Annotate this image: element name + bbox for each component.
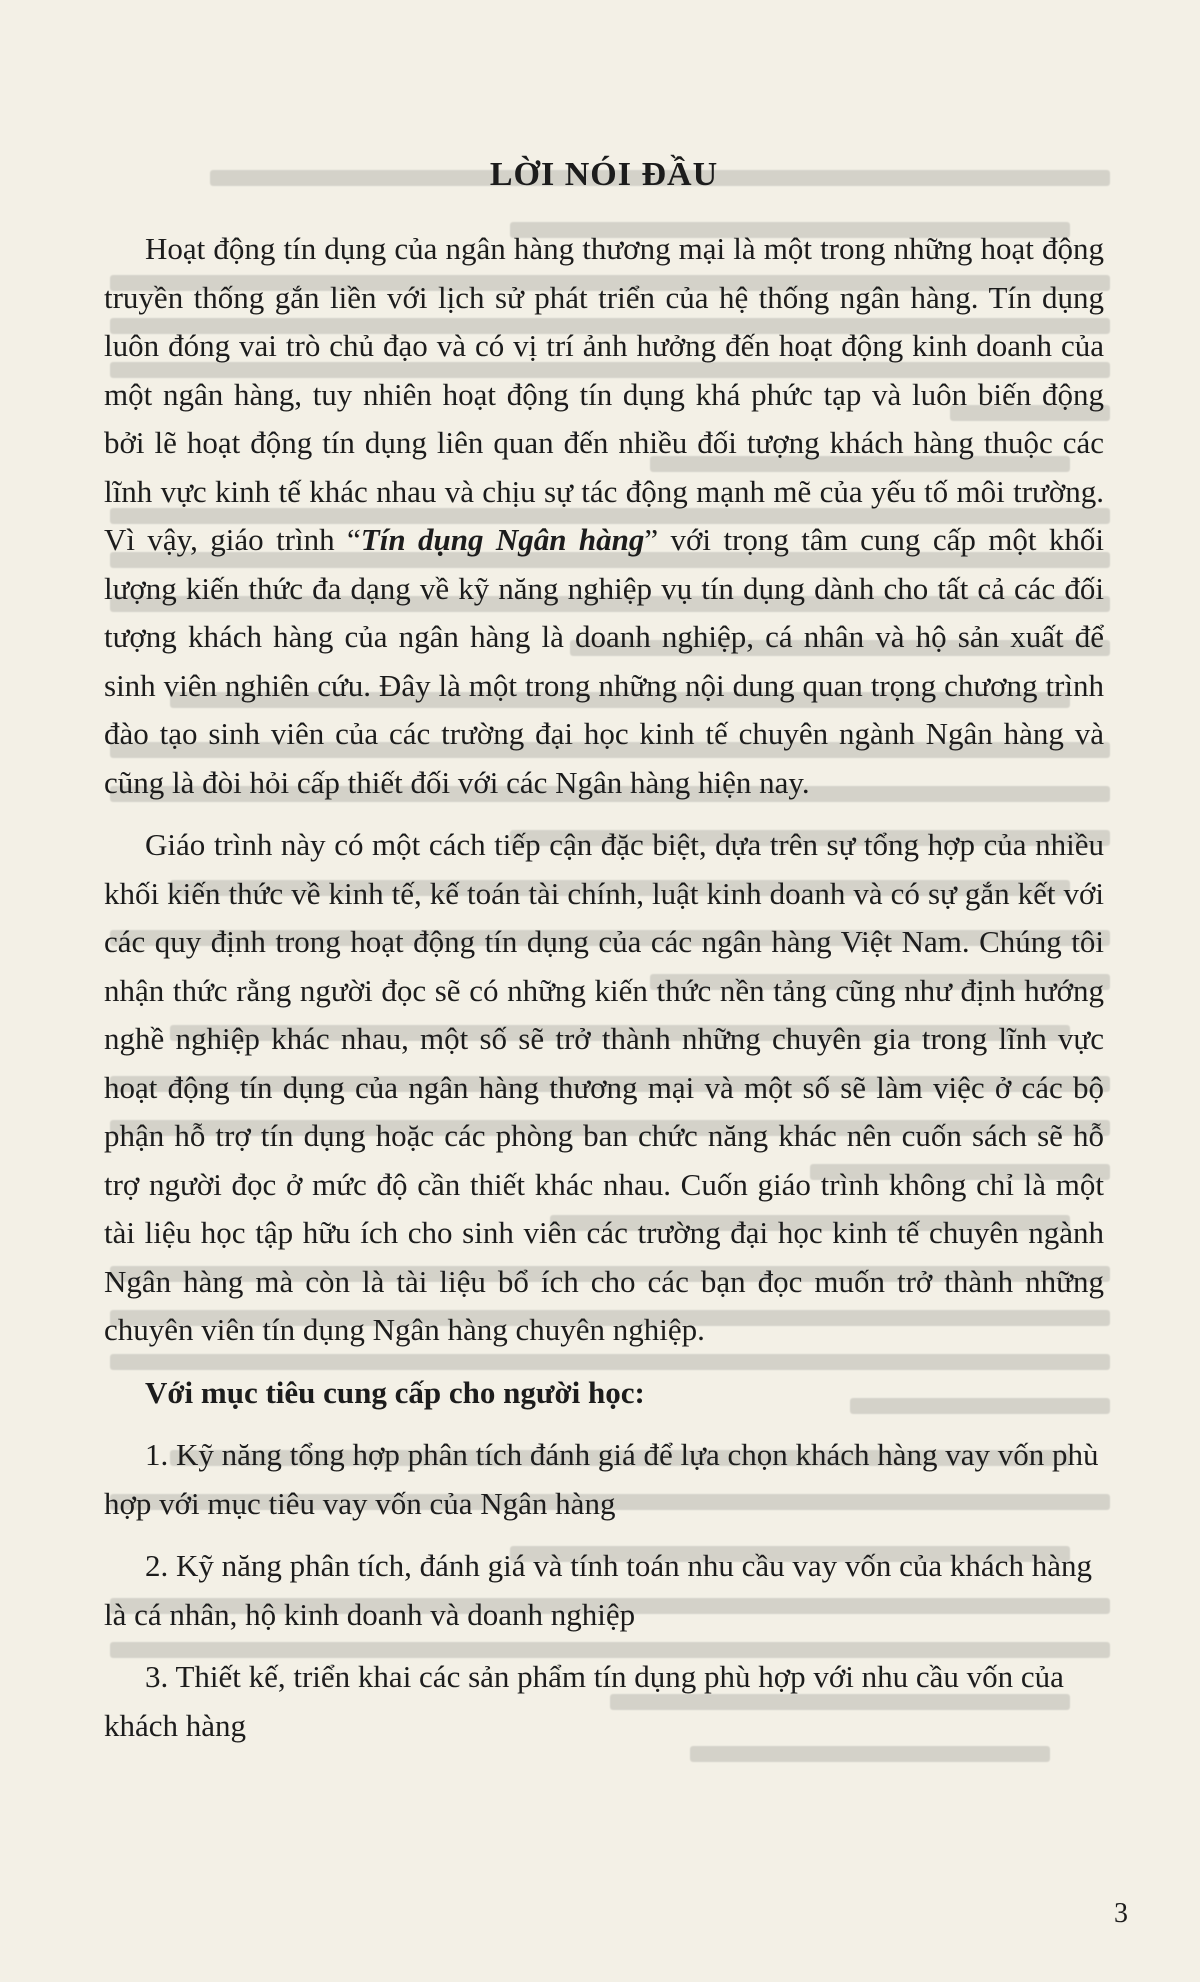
preface-paragraph-1 — [104, 225, 1104, 807]
preface-content — [104, 155, 1104, 1750]
page-number: 3 — [1114, 1898, 1128, 1929]
page-title: LỜI NÓI ĐẦU — [489, 156, 719, 193]
objective-item-2: 2. Kỹ năng phân tích, đánh giá và tính toán nhu cầu vay vốn của khách hàng là cá nhân, hộ kinh doanh và doanh nghiệp — [104, 1548, 1092, 1632]
objective-item-1: 1. Kỹ năng tổng hợp phân tích đánh giá để lựa chọn khách hàng vay vốn phù hợp với mục tiêu vay vốn của Ngân hàng — [104, 1437, 1099, 1521]
paragraph-1-text-end: ” với trọng tâm cung cấp một khối lượng kiến thức đa dạng về kỹ năng nghiệp vụ tín dụng dành cho tất cả các đối tượng khách hàng của ngân hàng là doanh nghiệp, cá nhân và hộ sản xuất để sinh viên nghiên cứu. Đây là một trong những nội dung quan trọng chương trình đào tạo sinh viên của các trường đại học kinh tế chuyên ngành Ngân hàng và cũng là đòi hỏi cấp thiết đối với các Ngân hàng hiện nay. — [104, 522, 1104, 800]
paragraph-1-text-start: Hoạt động tín dụng của ngân hàng thương mại là một trong những hoạt động truyền thống gắn liền với lịch sử phát triển của hệ thống ngân hàng. Tín dụng luôn đóng vai trò chủ đạo và có vị trí ảnh hưởng đến hoạt động kinh doanh của một ngân hàng, tuy nhiên hoạt động tín dụng khá phức tạp và luôn biến động bởi lẽ hoạt động tín dụng liên quan đến nhiều đối tượng khách hàng thuộc các lĩnh vực kinh tế khác nhau và chịu sự tác động mạnh mẽ của yếu tố môi trường. Vì vậy, giáo trình “ — [104, 231, 1104, 557]
objective-item-3: 3. Thiết kế, triển khai các sản phẩm tín dụng phù hợp với nhu cầu vốn của khách hàng — [104, 1659, 1064, 1743]
preface-paragraph-2: Giáo trình này có một cách tiếp cận đặc biệt, dựa trên sự tổng hợp của nhiều khối kiến thức về kinh tế, kế toán tài chính, luật kinh doanh và có sự gắn kết với các quy định trong hoạt động tín dụng của các ngân hàng Việt Nam. Chúng tôi nhận thức rằng người đọc sẽ có những kiến thức nền tảng cũng như định hướng nghề nghiệp khác nhau, một số sẽ trở thành những chuyên gia trong lĩnh vực hoạt động tín dụng của ngân hàng thương mại và một số sẽ làm việc ở các bộ phận hỗ trợ tín dụng hoặc các phòng ban chức năng khác nên cuốn sách sẽ hỗ trợ người đọc ở mức độ cần thiết khác nhau. Cuốn giáo trình không chỉ là một tài liệu học tập hữu ích cho sinh viên các trường đại học kinh tế chuyên ngành Ngân hàng mà còn là tài liệu bổ ích cho các bạn đọc muốn trở thành những chuyên viên tín dụng Ngân hàng chuyên nghiệp. — [104, 827, 1104, 1347]
book-title-emphasis: Tín dụng Ngân hàng — [360, 522, 645, 557]
objectives-heading: Với mục tiêu cung cấp cho người học: — [145, 1374, 645, 1410]
